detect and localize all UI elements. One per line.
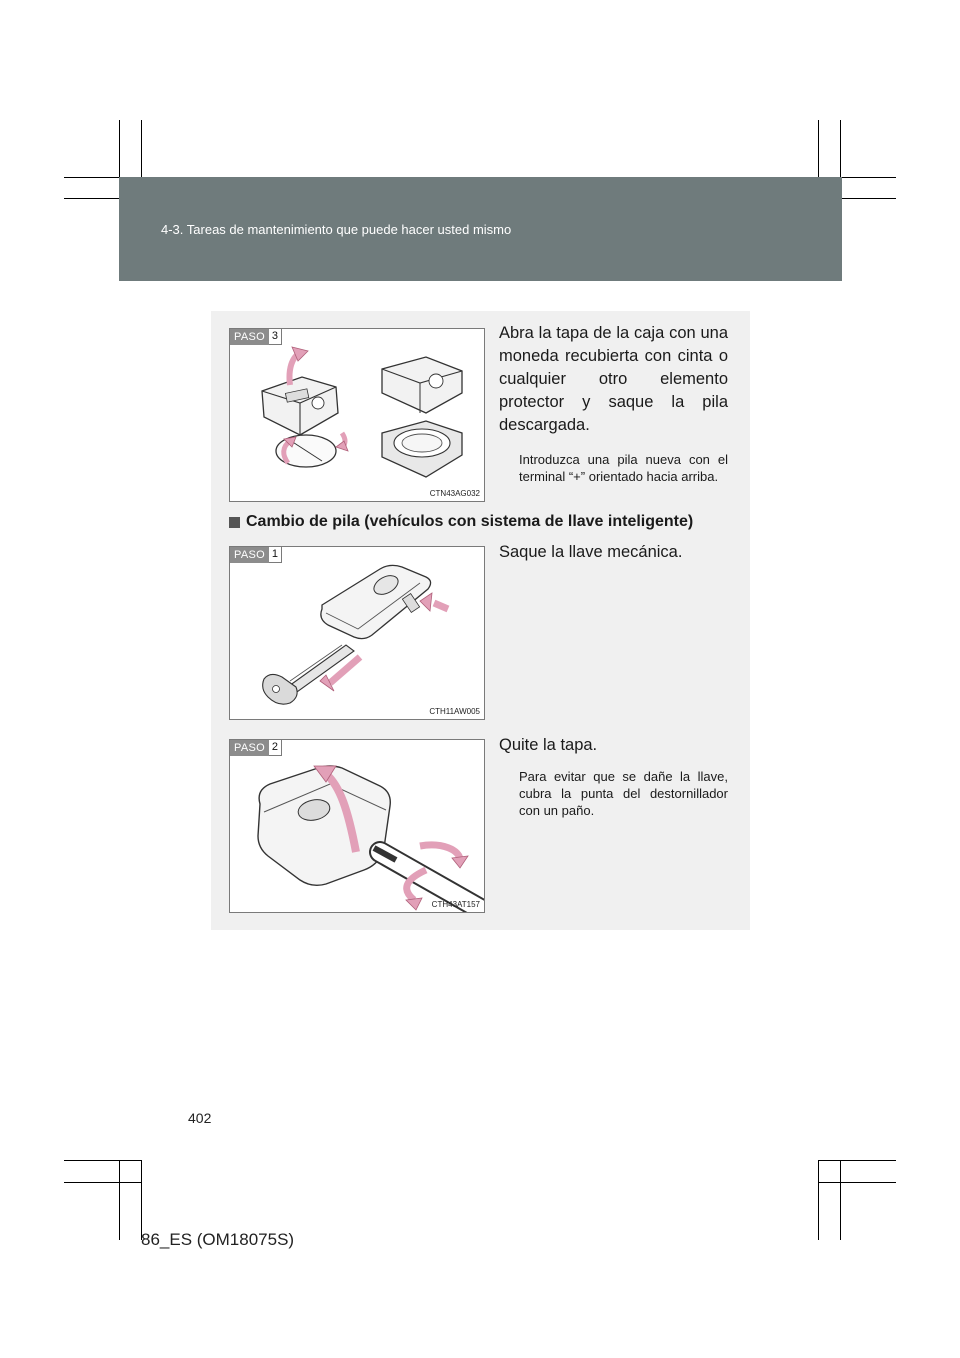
square-bullet-icon xyxy=(229,517,240,528)
step-badge xyxy=(230,547,282,563)
figure-code: CTH43AT157 xyxy=(431,900,480,909)
crop-mark xyxy=(818,1182,896,1183)
crop-mark xyxy=(840,1160,841,1240)
subsection-heading xyxy=(229,513,693,531)
step-badge-number: 3 xyxy=(269,329,282,345)
crop-mark xyxy=(64,1160,142,1161)
step-2-instruction: Quite la tapa. xyxy=(499,736,598,754)
step-badge-label: PASO xyxy=(230,547,269,563)
step-1-instruction: Saque la llave mecánica. xyxy=(499,543,683,561)
step-badge-label: PASO xyxy=(230,740,269,756)
page-number: 402 xyxy=(188,1110,212,1126)
figure-code: CTH11AW005 xyxy=(429,707,480,716)
step-2-note: Para evitar que se dañe la llave, cubra la punta del destornillador con un paño. xyxy=(519,769,728,818)
figure-step-3 xyxy=(229,328,485,502)
crop-mark xyxy=(64,1182,142,1183)
step-badge-label: PASO xyxy=(230,329,269,345)
figure-code: CTN43AG032 xyxy=(429,489,480,498)
step-badge-number: 1 xyxy=(269,547,282,563)
crop-mark xyxy=(818,1160,819,1240)
step-badge-number: 2 xyxy=(269,740,282,756)
screwdriver-cover-illustration xyxy=(230,740,485,913)
crop-mark xyxy=(818,1160,896,1161)
crop-mark xyxy=(119,1160,120,1240)
step-3-note: Introduzca una pila nueva con el terminal “+” orientado hacia arriba. xyxy=(519,452,728,484)
step-3-instruction: Abra la tapa de la caja con una moneda recubierta con cinta o cualquier otro elemento protector y saque la pila descargada. xyxy=(499,324,728,434)
figure-step-2 xyxy=(229,739,485,913)
crop-mark xyxy=(141,1160,142,1240)
subsection-heading-text: Cambio de pila (vehículos con sistema de llave inteligente) xyxy=(246,513,694,530)
section-title: 4-3. Tareas de mantenimiento que puede hacer usted mismo xyxy=(161,222,512,237)
step-badge xyxy=(230,740,282,756)
mechanical-key-illustration xyxy=(230,547,485,720)
step-badge xyxy=(230,329,282,345)
coin-battery-illustration xyxy=(230,329,485,502)
figure-step-1 xyxy=(229,546,485,720)
document-code: 86_ES (OM18075S) xyxy=(141,1230,295,1249)
